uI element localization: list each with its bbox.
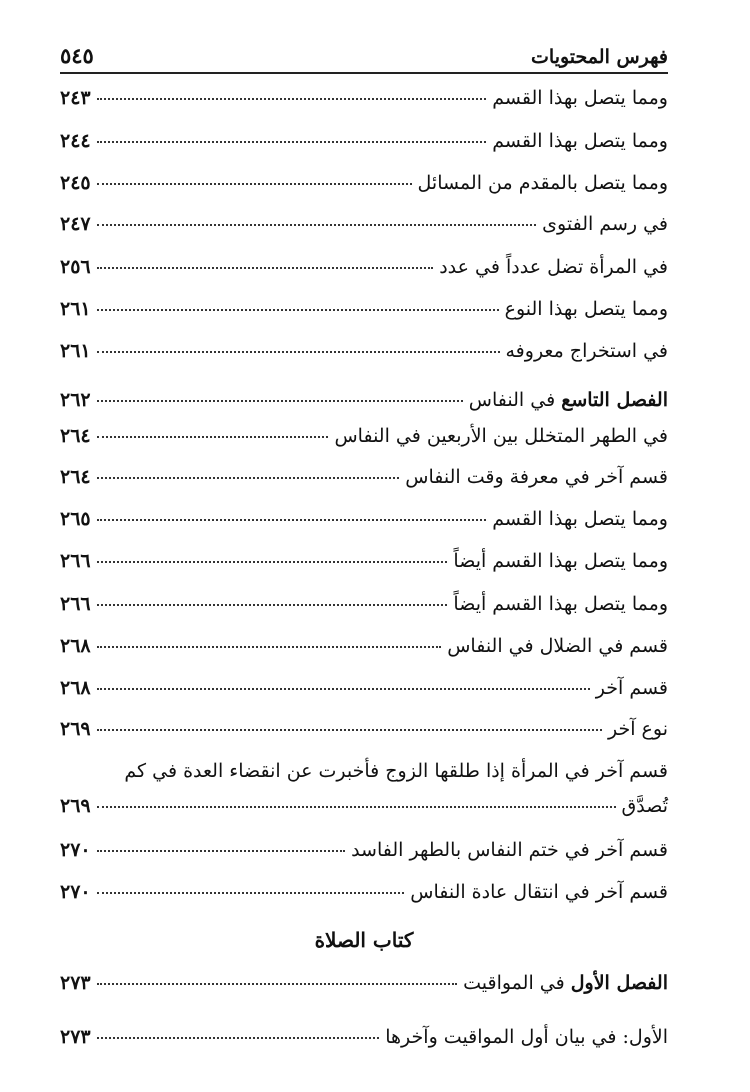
toc-entry [60, 130, 668, 152]
toc-chapter-entry [60, 972, 668, 994]
toc-entry [60, 508, 668, 530]
chapter-subject: في النفاس [468, 389, 562, 411]
toc-entry [60, 677, 668, 699]
toc-entry [60, 881, 668, 903]
toc-entry-title-line1: قسم آخر في المرأة إذا طلقها الزوج فأخبرت عن انقضاء العدة في كم [124, 760, 668, 782]
toc-entry-page: ٢٦٥ [60, 508, 91, 530]
toc-entry-page: ٢٦٨ [60, 677, 91, 699]
toc-entry-title: في المرأة تضل عدداً في عدد [439, 256, 668, 278]
toc-entry-page: ٢٤٥ [60, 172, 91, 194]
toc-entry [60, 87, 668, 109]
leader-dots [97, 477, 400, 479]
leader-dots [97, 983, 457, 985]
leader-dots [97, 729, 602, 731]
leader-dots [97, 646, 442, 648]
leader-dots [97, 183, 412, 185]
book-heading: كتاب الصلاة [314, 928, 414, 952]
toc-entry [60, 298, 668, 320]
toc-entry-page: ٢٦٦ [60, 550, 91, 572]
toc-entry [60, 1026, 668, 1048]
toc-entry-page: ٢٧٠ [60, 881, 91, 903]
leader-dots [97, 688, 590, 690]
toc-entry-title: ومما يتصل بهذا القسم [492, 508, 668, 530]
toc-entry [60, 550, 668, 572]
toc-entry-page: ٢٤٣ [60, 87, 91, 109]
toc-entry-title [469, 389, 668, 411]
leader-dots [97, 141, 487, 143]
toc-entry-title: ومما يتصل بهذا القسم أيضاً [453, 593, 668, 615]
toc-entry-title: قسم آخر في ختم النفاس بالطهر الفاسد [351, 839, 668, 861]
toc-entry [60, 213, 668, 235]
toc-entry [60, 795, 668, 817]
toc-entry-page: ٢٦١ [60, 298, 91, 320]
toc-entry-page: ٢٧٠ [60, 839, 91, 861]
toc-entry [60, 839, 668, 861]
leader-dots [97, 436, 329, 438]
leader-dots [97, 561, 448, 563]
toc-entry-page: ٢٥٦ [60, 256, 91, 278]
toc-entry-title: قسم في الضلال في النفاس [447, 635, 668, 657]
toc-entry-page: ٢٦٦ [60, 593, 91, 615]
page-number: ٥٤٥ [60, 43, 94, 68]
chapter-label: الفصل الأول [570, 972, 668, 994]
page-header [60, 28, 668, 74]
toc-entry-page: ٢٦١ [60, 340, 91, 362]
toc-entry-page: ٢٧٣ [60, 972, 91, 994]
leader-dots [97, 806, 616, 808]
leader-dots [97, 309, 499, 311]
toc-entry-title: نوع آخر [608, 718, 668, 740]
toc-entry-title: في رسم الفتوى [542, 213, 668, 235]
leader-dots [97, 892, 405, 894]
leader-dots [97, 98, 487, 100]
toc-entry [60, 256, 668, 278]
toc-entry-title [463, 972, 668, 994]
toc-entry-page: ٢٦٨ [60, 635, 91, 657]
toc-entry-page: ٢٦٩ [60, 795, 91, 817]
toc-entry-title: تُصدَّق [621, 795, 668, 817]
toc-entry [60, 466, 668, 488]
toc-entry-page: ٢٦٤ [60, 466, 91, 488]
toc-entry-page: ٢٦٩ [60, 718, 91, 740]
toc-entry [60, 340, 668, 362]
toc-entry-page: ٢٤٤ [60, 130, 91, 152]
toc-chapter-entry [60, 389, 668, 411]
toc-entry-page: ٢٦٢ [60, 389, 91, 411]
leader-dots [97, 1037, 380, 1039]
toc-entry [60, 593, 668, 615]
leader-dots [97, 224, 537, 226]
toc-entry-title: قسم آخر [595, 677, 668, 699]
toc-entry-title: ومما يتصل بهذا القسم [492, 130, 668, 152]
chapter-label: الفصل التاسع [561, 389, 668, 411]
toc-entry-page: ٢٦٤ [60, 425, 91, 447]
leader-dots [97, 351, 500, 353]
toc-entry-page: ٢٤٧ [60, 213, 91, 235]
leader-dots [97, 519, 487, 521]
toc-entry-title: قسم آخر في معرفة وقت النفاس [405, 466, 668, 488]
toc-entry [60, 635, 668, 657]
toc-entry-title: ومما يتصل بالمقدم من المسائل [417, 172, 668, 194]
toc-entry [60, 718, 668, 740]
toc-entry [60, 425, 668, 447]
toc-entry [60, 172, 668, 194]
toc-entry-title: ومما يتصل بهذا القسم [492, 87, 668, 109]
toc-entry-title: ومما يتصل بهذا القسم أيضاً [453, 550, 668, 572]
toc-entry-title: قسم آخر في انتقال عادة النفاس [410, 881, 668, 903]
toc-entry-title: ومما يتصل بهذا النوع [504, 298, 668, 320]
leader-dots [97, 400, 463, 402]
leader-dots [97, 604, 448, 606]
toc-entry-page: ٢٧٣ [60, 1026, 91, 1048]
toc-entry-title: في استخراج معروفه [505, 340, 668, 362]
leader-dots [97, 850, 345, 852]
chapter-subject: في المواقيت [463, 972, 571, 994]
page-title: فهرس المحتويات [531, 46, 668, 68]
toc-entry-title: الأول: في بيان أول المواقيت وآخرها [385, 1026, 668, 1048]
toc-entry-title: في الطهر المتخلل بين الأربعين في النفاس [334, 425, 668, 447]
leader-dots [97, 267, 434, 269]
